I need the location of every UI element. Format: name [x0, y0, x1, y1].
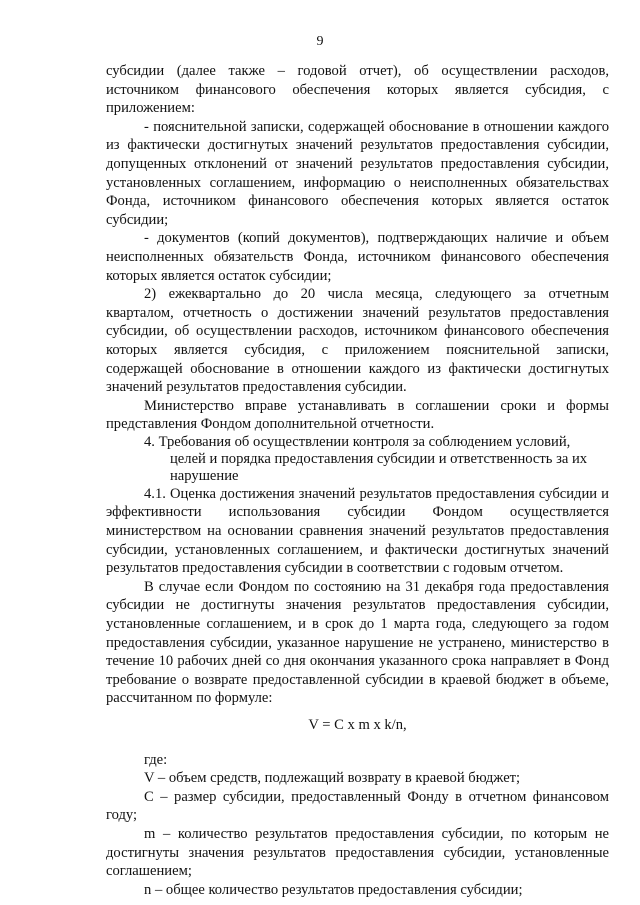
paragraph-where: где:: [144, 751, 168, 768]
paragraph-documents: - документов (копий документов), подтверждающих наличие и объем неисполненных обязательств Фонда, источником финансового обеспечения которых является остаток субсидии;: [106, 230, 609, 284]
paragraph-variable-n: n – общее количество результатов предоставления субсидии;: [144, 881, 523, 898]
paragraph-variable-m: m – количество результатов предоставления субсидии, по которым не достигнуты значения результатов предоставления субсидии, установленные соглашением;: [106, 825, 609, 880]
paragraph-refund-requirement: В случае если Фондом по состоянию на 31 декабря года предоставления субсидии не достигнуты значения результатов предоставления субсидии, установленные соглашением, и в срок до 1 марта года, следующего за годом предоставления субсидии, указанное нарушение не устранено, министерство в течение 10 рабочих дней со дня окончания указанного срока направляет в Фонд требование о возврате предоставленной субсидии в краевой бюджет в объеме, рассчитанном по формуле:: [106, 578, 609, 707]
paragraph-quarterly-report: 2) ежеквартально до 20 числа месяца, следующего за отчетным кварталом, отчетность о достижении значений результатов предоставления субсидии, об осуществлении расходов, источником финансового обеспечения которых является субсидия, с приложением пояснительной записки, содержащей обоснование в отношении каждого из фактически достигнутых значений результатов предоставления субсидии.: [106, 286, 609, 396]
paragraph-explanatory-note: - пояснительной записки, содержащей обоснование в отношении каждого из фактически достигнутых значений результатов предоставления субсидии, допущенных отклонений от значений результатов предоставления субсидии, установленных соглашением, информацию о неисполненных обязательствах Фонда, источником финансового обеспечения которых является остаток субсидии;: [106, 118, 609, 228]
refund-formula: V = C x m x k/n,: [308, 717, 407, 733]
paragraph-4-1: 4.1. Оценка достижения значений результатов предоставления субсидии и эффективности использования субсидии Фондом осуществляется министерством на основании сравнения значений результатов предоставления субсидии, установленных соглашением, и фактически достигнутых значений результатов предоставления субсидии в соответствии с годовым отчетом.: [106, 485, 609, 577]
section-heading-line: 4. Требования об осуществлении контроля за соблюдением условий,: [144, 433, 571, 450]
paragraph-annual-report-intro: субсидии (далее также – годовой отчет), об осуществлении расходов, источником финансового обеспечения которых является субсидия, с приложением:: [106, 63, 609, 117]
section-heading-4: [106, 434, 609, 485]
page-number: 9: [316, 34, 324, 49]
paragraph-variable-c: С – размер субсидии, предоставленный Фонду в отчетном финансовом году;: [106, 788, 609, 824]
section-heading-line: нарушение: [170, 467, 239, 484]
document-body: [106, 62, 609, 899]
paragraph-additional-reporting: Министерство вправе устанавливать в соглашении сроки и формы представления Фондом дополнительной отчетности.: [106, 397, 609, 433]
paragraph-variable-v: V – объем средств, подлежащий возврату в краевой бюджет;: [144, 770, 521, 787]
section-heading-line: целей и порядка предоставления субсидии и ответственность за их: [170, 450, 588, 467]
